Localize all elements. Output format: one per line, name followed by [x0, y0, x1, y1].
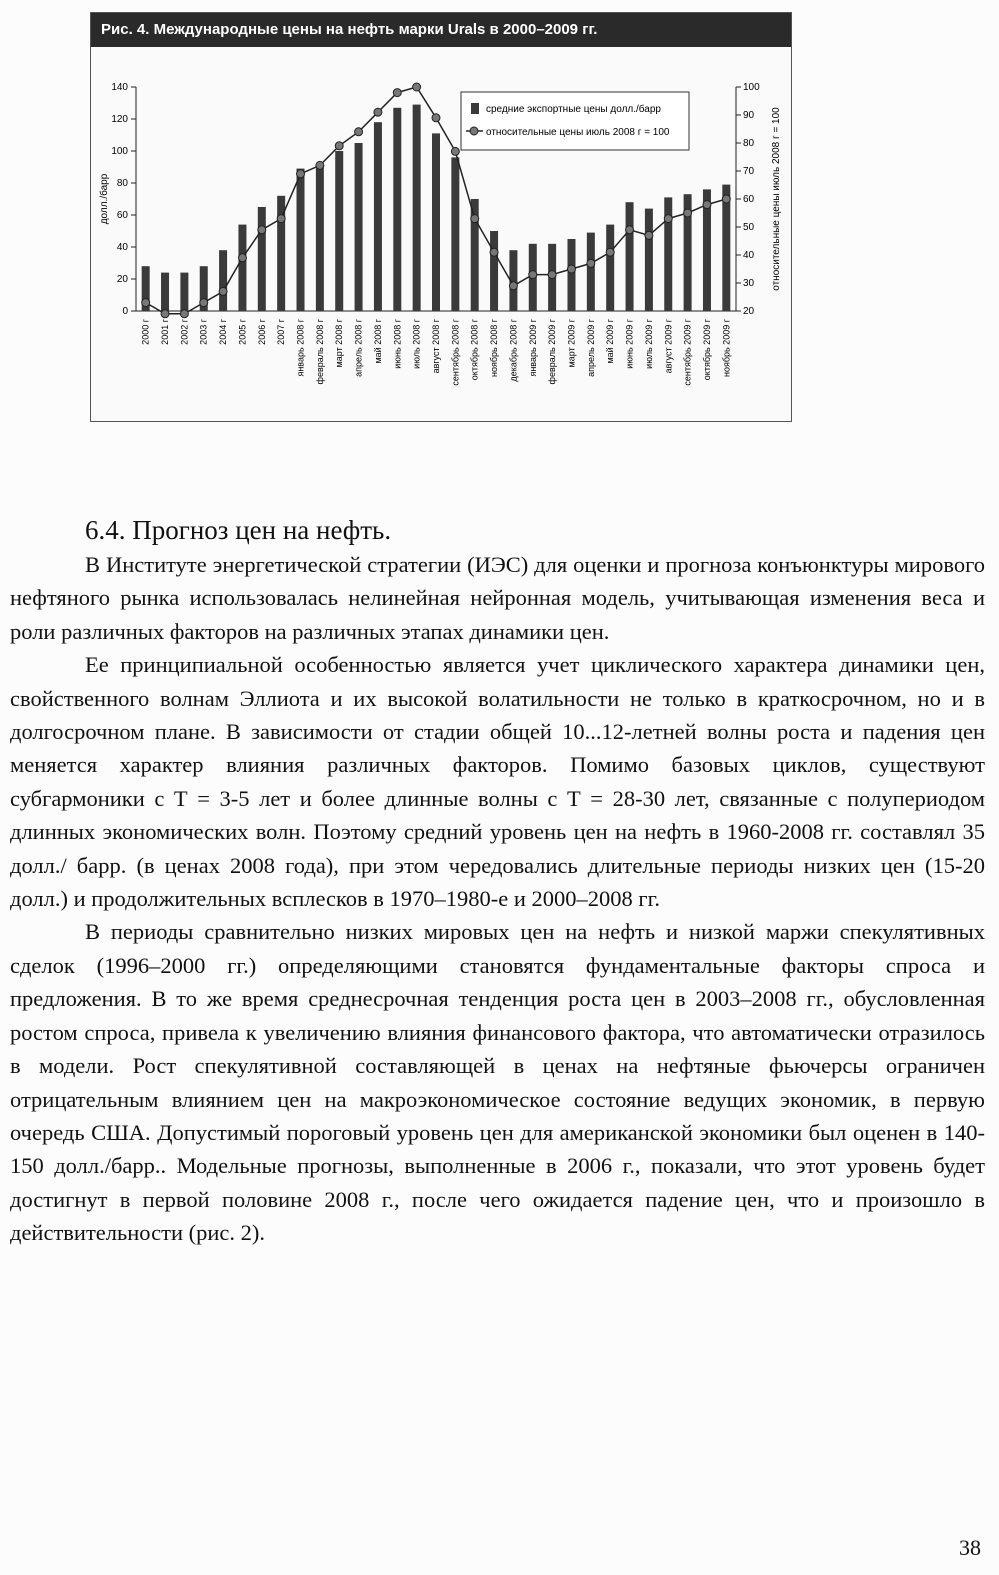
bar [355, 143, 363, 311]
legend-label-bars: средние экспортные цены долл./барр [486, 104, 661, 115]
x-tick-label: август 2009 г [663, 319, 674, 374]
line-point [142, 299, 150, 307]
line-point [200, 299, 208, 307]
line-point [703, 201, 711, 209]
y-tick-label: 40 [116, 242, 128, 253]
x-tick-label: ноябрь 2009 г [721, 319, 732, 378]
page-number: 38 [959, 1535, 981, 1560]
line-point [355, 128, 363, 136]
figure [90, 12, 792, 422]
bar [180, 273, 188, 311]
paragraph: В периоды сравнительно низких мировых цен на нефть и низкой маржи спекулятивных сделок (1996–2000 гг.) определяющими становятся фундаментальные факторы спроса и предложения. В то же время среднесрочная тенденция роста цен в 2003–2008 гг., обусловленная ростом спроса, привела к увеличению влияния финансового фактора, что автоматически отразилось в модели. Рост спекулятивной составляющей в ценах на нефтяные фьючерсы ограничен отрицательным влиянием цен на макроэкономическое состояние ведущих экономик, в первую очередь США. Допустимый пороговый уровень цен для американской экономики был оценен в 140-150 долл./барр.. Модельные прогнозы, выполненные в 2006 г., показали, что этот уровень будет достигнут в первой половине 2008 г., после чего ожидается падение цен, что и произошло в действительности (рис. 2). [10, 919, 985, 1246]
line-point [432, 114, 440, 122]
line-point [529, 271, 537, 279]
bar [219, 250, 227, 311]
line-point [664, 215, 672, 223]
y2-tick-label: 20 [743, 306, 755, 317]
x-tick-label: 2001 г [160, 319, 171, 345]
x-tick-label: октябрь 2008 г [469, 319, 480, 381]
x-tick-label: 2000 г [140, 319, 151, 345]
y2-tick-label: 30 [743, 278, 755, 289]
line-point [316, 161, 324, 169]
x-tick-label: январь 2008 г [295, 319, 306, 377]
y2-axis-label: относительные цены июль 2008 г = 100 [771, 107, 782, 291]
line-point [413, 83, 421, 91]
line-point [335, 142, 343, 150]
line-point [374, 108, 382, 116]
x-tick-label: май 2009 г [605, 319, 616, 364]
body-text [10, 512, 985, 1250]
x-tick-label: июль 2008 г [411, 319, 422, 369]
x-tick-label: ноябрь 2008 г [489, 319, 500, 378]
x-tick-label: август 2008 г [431, 319, 441, 374]
y-tick-label: 20 [116, 274, 128, 285]
bar [606, 225, 614, 311]
y-tick-label: 60 [116, 210, 128, 221]
y2-tick-label: 40 [743, 250, 755, 261]
x-tick-label: январь 2009 г [527, 319, 538, 377]
x-tick-label: октябрь 2009 г [701, 319, 712, 381]
x-tick-label: июль 2009 г [643, 319, 654, 369]
line-point [219, 287, 227, 295]
y-tick-label: 100 [111, 146, 128, 157]
x-tick-label: 2002 г [179, 319, 190, 345]
x-tick-label: 2006 г [256, 319, 267, 345]
line-point [548, 271, 556, 279]
line-point [277, 215, 285, 223]
line-point [490, 248, 498, 256]
line-point [626, 226, 634, 234]
y2-tick-label: 90 [743, 110, 755, 121]
y-tick-label: 120 [111, 114, 128, 125]
x-tick-label: апрель 2009 г [585, 319, 596, 377]
bar [587, 233, 595, 311]
bar [258, 207, 266, 311]
line-point [606, 248, 614, 256]
bar [335, 151, 343, 311]
line-point [645, 231, 653, 239]
y2-tick-label: 80 [743, 138, 755, 149]
bar [393, 108, 401, 311]
line-point [297, 170, 305, 178]
y-tick-label: 0 [122, 306, 128, 317]
line-point [258, 226, 266, 234]
line-point [393, 89, 401, 97]
x-tick-label: 2007 г [276, 319, 287, 345]
section-heading: 6.4. Прогноз цен на нефть. [85, 515, 392, 545]
x-tick-label: февраль 2008 г [314, 319, 325, 385]
y2-tick-label: 100 [743, 82, 760, 93]
y2-tick-label: 70 [743, 166, 755, 177]
legend-bar-swatch [471, 103, 479, 114]
price-chart [91, 47, 791, 419]
y2-tick-label: 50 [743, 222, 755, 233]
x-tick-label: декабрь 2008 г [508, 319, 519, 382]
x-tick-label: март 2009 г [566, 319, 577, 368]
x-tick-label: февраль 2009 г [547, 319, 558, 385]
x-tick-label: сентябрь 2008 г [450, 319, 461, 386]
bar [413, 105, 421, 311]
legend-label-line: относительные цены июль 2008 г = 100 [486, 127, 670, 138]
line-point [451, 147, 459, 155]
line-point [684, 209, 692, 217]
y-axis-label: долл./барр [99, 173, 110, 225]
line-point [509, 282, 517, 290]
bar [722, 185, 730, 311]
bar [626, 202, 634, 311]
bar [316, 167, 324, 311]
paragraph: В Институте энергетической стратегии (ИЭС) для оценки и прогноза конъюнктуры мирового нефтяного рынка использовалась нелинейная нейронная модель, учитывающая изменения веса и роли различных факторов на различных этапах динамики цен. [10, 552, 985, 644]
bar [161, 273, 169, 311]
y-tick-label: 140 [111, 82, 128, 93]
figure-title: Рис. 4. Международные цены на нефть марки Urals в 2000–2009 гг. [91, 13, 791, 47]
line-point [567, 265, 575, 273]
x-tick-label: 2003 г [198, 319, 209, 345]
bar [451, 157, 459, 311]
x-tick-label: март 2008 г [334, 319, 345, 368]
x-tick-label: 2004 г [218, 319, 229, 345]
legend [461, 92, 689, 150]
bar [490, 231, 498, 311]
bar [567, 239, 575, 311]
legend-line-marker [470, 127, 478, 135]
y-tick-label: 80 [116, 178, 128, 189]
x-tick-label: май 2008 г [372, 319, 383, 364]
x-tick-label: июнь 2008 г [392, 319, 403, 369]
line-point [180, 310, 188, 318]
x-tick-label: 2005 г [237, 319, 248, 345]
bar [374, 122, 382, 311]
x-tick-label: июнь 2009 г [624, 319, 635, 369]
line-point [471, 215, 479, 223]
bar [238, 225, 246, 311]
bar [297, 169, 305, 311]
x-tick-label: сентябрь 2009 г [682, 319, 693, 386]
bar [645, 209, 653, 311]
line-point [587, 259, 595, 267]
bar [432, 133, 440, 311]
line-point [161, 310, 169, 318]
paragraph: Ее принципиальной особенностью является учет циклического характера динамики цен, свойственного волнам Эллиота и их высокой волатильности не только в краткосрочном, но и в долгосрочном плане. В зависимости от стадии общей 10...12-летней волны роста и падения цен меняется характер влияния различных факторов. Помимо базовых циклов, существуют субгармоники с Т = 3-5 лет и более длинные волны с Т = 28-30 лет, связанные с полупериодом длинных экономических волн. Поэтому средний уровень цен на нефть в 1960-2008 гг. составлял 35 долл./ барр. (в ценах 2008 года), при этом чередовались длительные периоды низких цен (15-20 долл.) и продолжительных всплесков в 1970–1980-е и 2000–2008 гг. [10, 652, 985, 912]
x-tick-label: апрель 2008 г [353, 319, 364, 377]
y2-tick-label: 60 [743, 194, 755, 205]
line-point [722, 195, 730, 203]
line-point [238, 254, 246, 262]
